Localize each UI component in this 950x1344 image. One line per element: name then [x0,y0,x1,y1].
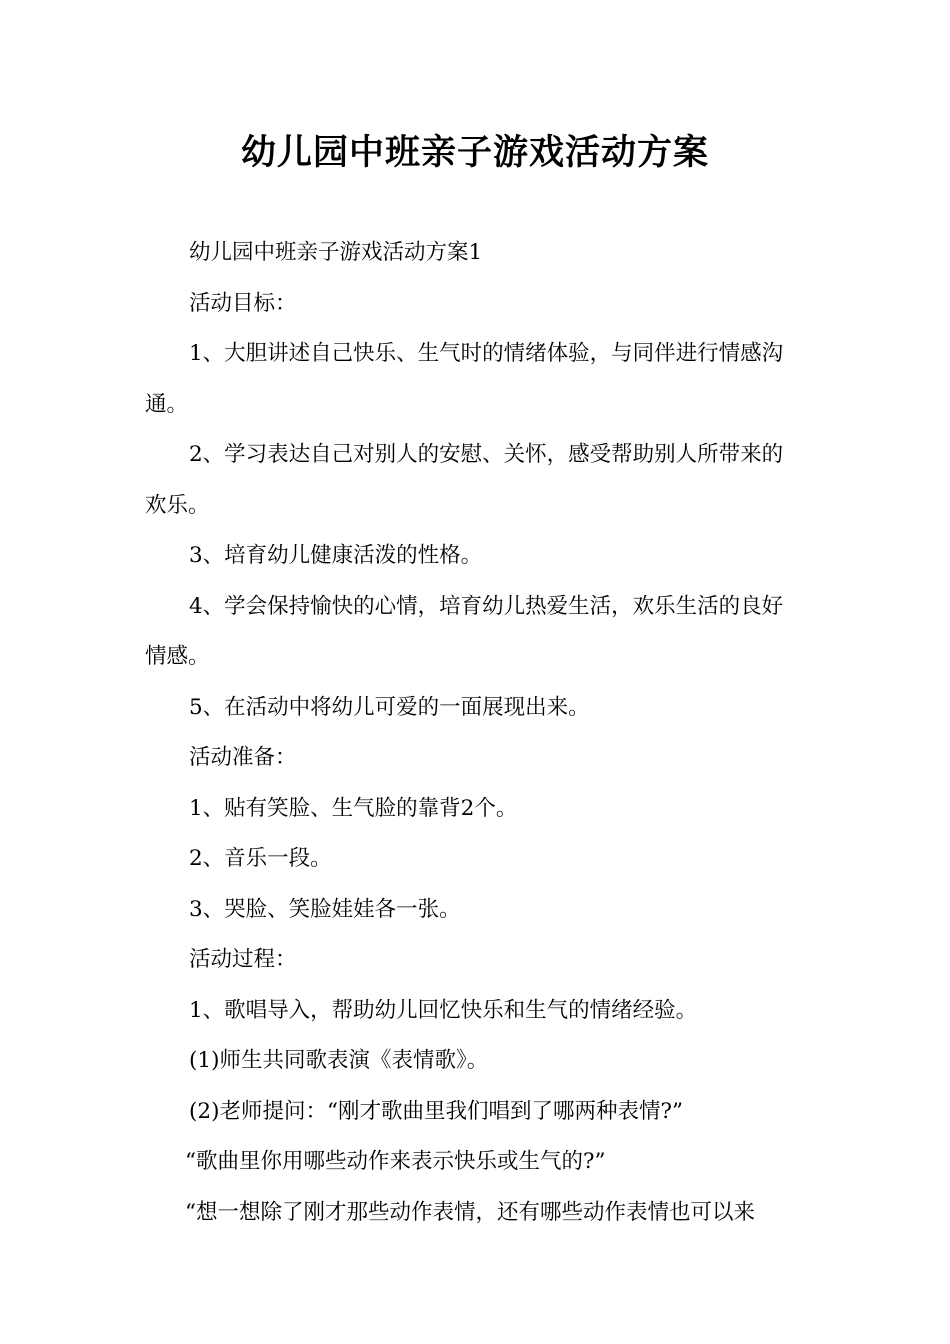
paragraph-line: 3、哭脸、笑脸娃娃各一张。 [189,896,461,922]
paragraph-line: 2、学习表达自己对别人的安慰、关怀，感受帮助别人所带来的 [189,442,784,467]
paragraph-line: 欢乐。 [145,492,210,518]
document-body [145,228,810,1238]
subheading-process: 活动过程： [189,947,297,972]
paragraph-line: 3、培育幼儿健康活泼的性格。 [189,543,483,568]
paragraph-line: 4、学会保持愉快的心情，培育幼儿热爱生活，欢乐生活的良好 [189,593,784,619]
paragraph-line: (1)师生共同歌表演《表情歌》。 [189,1048,489,1073]
paragraph-line: (2)老师提问：“刚才歌曲里我们唱到了哪两种表情?” [189,1098,683,1124]
paragraph-line: 1、大胆讲述自己快乐、生气时的情绪体验，与同伴进行情感沟 [189,341,784,366]
section-heading: 幼儿园中班亲子游戏活动方案1 [189,240,483,265]
paragraph-line: 5、在活动中将幼儿可爱的一面展现出来。 [189,694,590,720]
paragraph-line: “歌曲里你用哪些动作来表示快乐或生气的?” [185,1149,606,1174]
paragraph-line: 通。 [145,391,189,417]
subheading-goals: 活动目标： [189,290,297,316]
paragraph-line: 1、歌唱导入，帮助幼儿回忆快乐和生气的情绪经验。 [189,997,698,1023]
paragraph-line: 情感。 [145,644,210,669]
document-title: 幼儿园中班亲子游戏活动方案 [240,133,709,173]
paragraph-line: 1、贴有笑脸、生气脸的靠背2个。 [189,795,518,821]
subheading-preparation: 活动准备： [189,745,297,770]
paragraph-line: “想一想除了刚才那些动作表情，还有哪些动作表情也可以来 [185,1199,755,1225]
paragraph-line: 2、音乐一段。 [189,846,332,871]
